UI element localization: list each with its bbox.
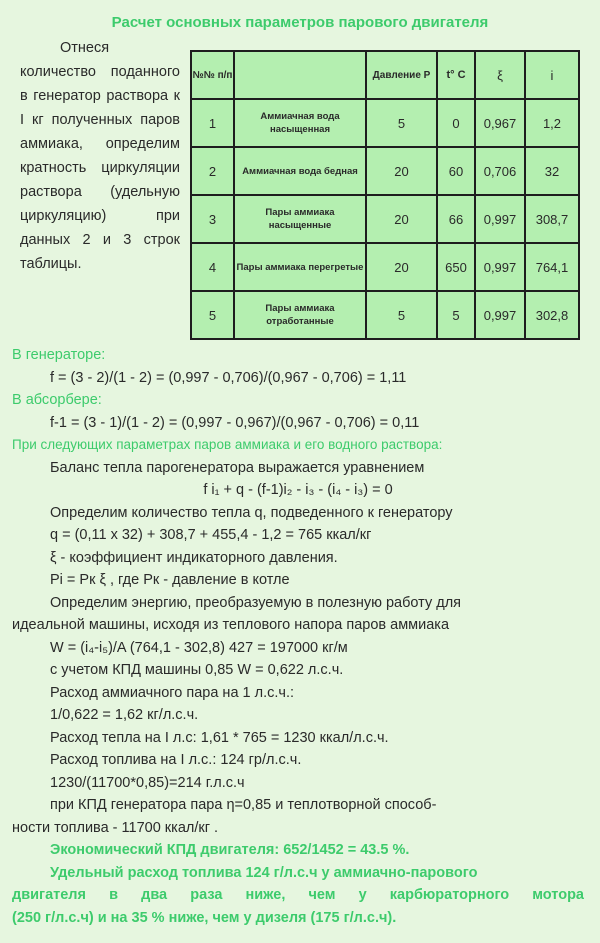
table-row <box>191 291 579 339</box>
cell: Аммиачная вода бедная <box>234 147 366 195</box>
formula: W = (i₄-i₅)/A (764,1 - 302,8) 427 = 197000 кг/м <box>50 639 348 656</box>
header-cell: i <box>525 51 579 99</box>
cell: 4 <box>191 243 234 291</box>
cell: 3 <box>191 195 234 243</box>
header-cell: №№ п/п <box>191 51 234 99</box>
cell: 5 <box>366 99 437 147</box>
table-row <box>191 147 579 195</box>
cell: 20 <box>366 147 437 195</box>
cell: 0 <box>437 99 475 147</box>
conclusion-line: (250 г/л.с.ч) и на 35 % ниже, чем у дизеля (175 г/л.с.ч). <box>12 909 397 926</box>
cell: 0,997 <box>475 243 525 291</box>
intro-paragraph <box>20 36 180 276</box>
text-line: Баланс тепла парогенератора выражается уравнением <box>50 459 425 476</box>
table-row <box>191 99 579 147</box>
cell: 0,706 <box>475 147 525 195</box>
text-line: Определим энергию, преобразуемую в полезную работу для <box>50 594 462 611</box>
cell: 764,1 <box>525 243 579 291</box>
cell: 308,7 <box>525 195 579 243</box>
formula: f-1 = (3 - 1)/(1 - 2) = (0,997 - 0,967)/(0,967 - 0,706) = 0,11 <box>50 414 420 431</box>
formula: f i₁ + q - (f-1)i₂ - i₃ - (i₄ - i₃) = 0 <box>203 482 393 498</box>
cell: 302,8 <box>525 291 579 339</box>
cell: 20 <box>366 243 437 291</box>
cell: 5 <box>437 291 475 339</box>
formula: f = (3 - 2)/(1 - 2) = (0,997 - 0,706)/(0,967 - 0,706) = 1,11 <box>50 369 407 386</box>
section-heading: При следующих параметрах паров аммиака и его водного раствора: <box>12 437 443 452</box>
cell: Аммиачная вода насыщенная <box>234 99 366 147</box>
cell: Пары аммиака перегретые <box>234 243 366 291</box>
section-heading: В абсорбере: <box>12 392 102 408</box>
intro-text: Отнеся количество поданного в генератор раствора к I кг полученных паров аммиака, определим кратность циркуляции раствора (удельную циркуляцию) при данных 2 и 3 строк таблицы. <box>20 40 180 272</box>
cell: 0,997 <box>475 291 525 339</box>
cell: Пары аммиака насыщенные <box>234 195 366 243</box>
formula: q = (0,11 x 32) + 308,7 + 455,4 - 1,2 = 765 ккал/кг <box>50 527 372 543</box>
text-line: Pi = Pк ξ , где Pк - давление в котле <box>50 572 290 588</box>
table-header-row <box>191 51 579 99</box>
table-row <box>191 243 579 291</box>
intro-and-table <box>0 40 600 340</box>
conclusion-line: двигателя в два раза ниже, чем у карбюраторного мотора <box>12 887 584 903</box>
text-line: ξ - коэффициент индикаторного давления. <box>50 549 338 566</box>
formula: 1230/(11700*0,85)=214 г.л.с.ч <box>50 774 245 791</box>
conclusion-efficiency: Экономический КПД двигателя: 652/1452 = 43.5 %. <box>50 842 410 858</box>
header-cell: ξ <box>475 51 525 99</box>
parameters-table <box>190 50 580 340</box>
cell: Пары аммиака отработанные <box>234 291 366 339</box>
header-cell <box>234 51 366 99</box>
text-line: ности топлива - 11700 ккал/кг . <box>12 819 219 836</box>
cell: 5 <box>191 291 234 339</box>
section-heading: В генераторе: <box>12 347 106 363</box>
cell: 66 <box>437 195 475 243</box>
cell: 2 <box>191 147 234 195</box>
cell: 650 <box>437 243 475 291</box>
calculation-body <box>0 340 600 939</box>
page-title: Расчет основных параметров парового двигателя <box>111 14 489 31</box>
cell: 32 <box>525 147 579 195</box>
text-line: Расход аммиачного пара на 1 л.с.ч.: <box>50 684 295 701</box>
conclusion-line: Удельный расход топлива 124 г/л.с.ч у аммиачно-парового <box>50 864 478 881</box>
header-cell: t° C <box>437 51 475 99</box>
cell: 1,2 <box>525 99 579 147</box>
text-line: Расход топлива на I л.с.: 124 гр/л.с.ч. <box>50 752 302 768</box>
text-line: Определим количество тепла q, подведенного к генератору <box>50 504 453 521</box>
table-row <box>191 195 579 243</box>
text-line: Расход тепла на I л.с: 1,61 * 765 = 1230 ккал/л.с.ч. <box>50 729 389 746</box>
text-line: при КПД генератора пара η=0,85 и теплотворной способ- <box>50 797 437 813</box>
cell: 0,967 <box>475 99 525 147</box>
cell: 60 <box>437 147 475 195</box>
header-cell: Давление P <box>366 51 437 99</box>
text-line: идеальной машины, исходя из теплового напора паров аммиака <box>12 617 450 633</box>
cell: 0,997 <box>475 195 525 243</box>
formula: 1/0,622 = 1,62 кг/л.с.ч. <box>50 707 199 723</box>
cell: 5 <box>366 291 437 339</box>
cell: 1 <box>191 99 234 147</box>
cell: 20 <box>366 195 437 243</box>
text-line: с учетом КПД машины 0,85 W = 0,622 л.с.ч. <box>50 662 344 678</box>
